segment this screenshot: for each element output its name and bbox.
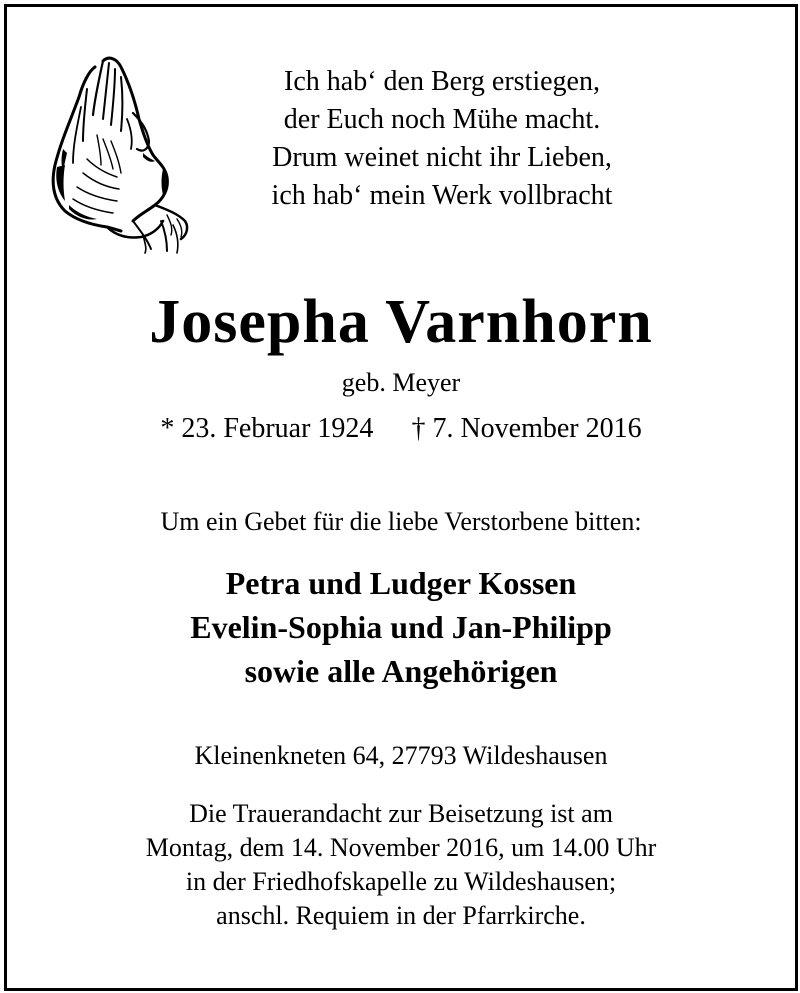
poem-line: Ich hab‘ den Berg erstiegen,: [284, 66, 600, 97]
mourner-line: Evelin-Sophia und Jan-Philipp: [190, 609, 612, 645]
prayer-request: Um ein Gebet für die liebe Verstorbene bitten:: [160, 507, 642, 536]
address: Kleinenkneten 64, 27793 Wildeshausen: [194, 741, 608, 770]
obituary-notice: [4, 4, 798, 991]
service-line: Die Trauerandacht zur Beisetzung ist am: [189, 799, 613, 828]
service-line: anschl. Requiem in der Pfarrkirche.: [216, 901, 586, 930]
mourner-line: sowie alle Angehörigen: [244, 653, 558, 689]
poem-line: der Euch noch Mühe macht.: [283, 104, 601, 135]
poem-line: Drum weinet nicht ihr Lieben,: [272, 142, 612, 173]
life-dates: [7, 411, 795, 447]
service-line: in der Friedhofskapelle zu Wildeshausen;: [185, 867, 617, 896]
praying-hands-icon: [43, 49, 193, 254]
death-date: † 7. November 2016: [411, 413, 642, 444]
service-info: [7, 797, 795, 933]
deceased-name: Josepha Varnhorn: [149, 288, 653, 356]
service-line: Montag, dem 14. November 2016, um 14.00 Uhr: [145, 833, 657, 862]
mourners: [7, 561, 795, 693]
poem: [207, 63, 677, 215]
birth-date: * 23. Februar 1924: [160, 413, 374, 444]
mourner-line: Petra und Ludger Kossen: [225, 565, 577, 601]
poem-line: ich hab‘ mein Werk vollbracht: [271, 180, 613, 211]
maiden-name: geb. Meyer: [341, 368, 461, 397]
